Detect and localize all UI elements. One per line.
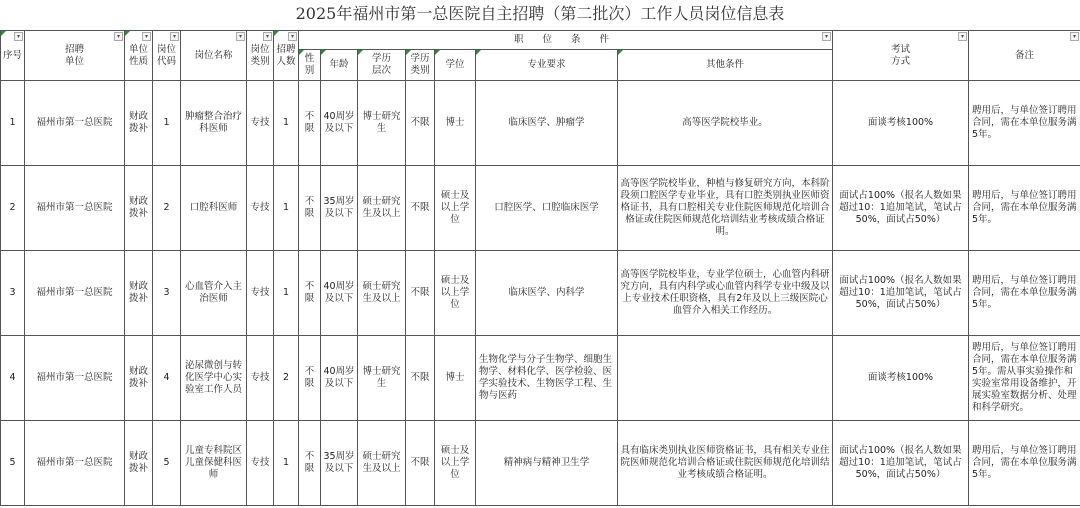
cell-exam[interactable]: 面谈考核100%	[833, 336, 969, 421]
cell-gender[interactable]: 不限	[299, 166, 321, 251]
page-title: 2025年福州市第一总医院自主招聘（第二批次）工作人员岗位信息表	[295, 4, 785, 23]
cell-other[interactable]	[618, 336, 833, 421]
cell-major[interactable]: 临床医学、肿瘤学	[476, 81, 618, 166]
cell-remark[interactable]: 聘用后，与单位签订聘用合同，需在本单位服务满5年。	[969, 166, 1080, 251]
cell-category[interactable]: 专技	[247, 336, 274, 421]
cell-edu-type[interactable]: 不限	[406, 336, 435, 421]
cell-count[interactable]: 1	[274, 81, 299, 166]
cell-edu-level[interactable]: 博士研究生	[358, 336, 406, 421]
cell-edu-level[interactable]: 硕士研究生及以上	[358, 166, 406, 251]
cell-unit[interactable]: 福州市第一总医院	[25, 336, 125, 421]
cell-remark[interactable]: 聘用后，与单位签订聘用合同，需在本单位服务满5年。需从事实验操作和实验室常用设备维护，开展实验室数据分析、处理和科学研究。	[969, 336, 1080, 421]
cell-degree[interactable]: 博士	[435, 81, 476, 166]
cell-nature[interactable]: 财政拨补	[125, 166, 153, 251]
cell-count[interactable]: 2	[274, 336, 299, 421]
header-count[interactable]: ▾ 招聘 人数	[274, 31, 299, 81]
header-other-label: 其他条件	[705, 59, 744, 70]
cell-degree[interactable]: 硕士及以上学位	[435, 251, 476, 336]
cell-nature[interactable]: 财政拨补	[125, 81, 153, 166]
header-conditions[interactable]: ▾ 职 位 条 件	[299, 31, 833, 50]
cell-exam[interactable]: 面试占100%（报名人数如果超过10：1追加笔试，笔试占50%，面试占50%）	[833, 251, 969, 336]
header-code[interactable]: ▾ 岗位 代码	[153, 31, 181, 81]
header-unit[interactable]: ▾ 招聘 单位	[25, 31, 125, 81]
cell-age[interactable]: 40周岁及以下	[321, 251, 358, 336]
header-code-label: 岗位 代码	[156, 43, 176, 67]
header-degree[interactable]	[435, 50, 476, 81]
cell-gender[interactable]: 不限	[299, 336, 321, 421]
cell-post[interactable]: 肿瘤整合治疗科医师	[181, 81, 247, 166]
cell-nature[interactable]: 财政拨补	[125, 336, 153, 421]
cell-post[interactable]: 泌尿微创与转化医学中心实验室工作人员	[181, 336, 247, 421]
cell-major[interactable]: 临床医学、内科学	[476, 251, 618, 336]
cell-remark[interactable]: 聘用后，与单位签订聘用合同，需在本单位服务满5年。	[969, 251, 1080, 336]
cell-major[interactable]: 口腔医学、口腔临床医学	[476, 166, 618, 251]
header-major[interactable]	[476, 50, 618, 81]
cell-age[interactable]: 35周岁及以下	[321, 421, 358, 506]
header-category[interactable]: ▾ 岗位 类别	[247, 31, 274, 81]
header-major-label: 专业要求	[527, 59, 566, 70]
cell-edu-level[interactable]: 硕士研究生及以上	[358, 421, 406, 506]
header-seq[interactable]: ▾ 序号	[1, 31, 25, 81]
header-count-label: 招聘 人数	[276, 43, 296, 67]
header-conditions-label: 职 位 条 件	[513, 34, 618, 45]
header-nature-label: 单位 性质	[128, 43, 148, 67]
cell-post[interactable]: 口腔科医师	[181, 166, 247, 251]
cell-age[interactable]: 35周岁及以下	[321, 166, 358, 251]
cell-age[interactable]: 40周岁及以下	[321, 336, 358, 421]
cell-exam[interactable]: 面试占100%（报名人数如果超过10：1追加笔试，笔试占50%，面试占50%）	[833, 421, 969, 506]
header-post-label: 岗位名称	[194, 49, 233, 61]
cell-post[interactable]: 心血管介入主治医师	[181, 251, 247, 336]
cell-gender[interactable]: 不限	[299, 421, 321, 506]
header-edu-level[interactable]	[358, 50, 406, 81]
header-exam[interactable]: ▾ 考试 方式	[833, 31, 969, 81]
cell-unit[interactable]: 福州市第一总医院	[25, 421, 125, 506]
table-row	[1, 81, 1080, 166]
cell-count[interactable]: 1	[274, 421, 299, 506]
header-edu-level-label: 学历 层次	[371, 53, 391, 76]
cell-count[interactable]: 1	[274, 166, 299, 251]
cell-category[interactable]: 专技	[247, 166, 274, 251]
cell-code[interactable]: 3	[153, 251, 181, 336]
header-edu-type[interactable]	[406, 50, 435, 81]
header-remark[interactable]: ▾ 备注	[969, 31, 1080, 81]
cell-other[interactable]: 高等医学院校毕业，专业学位硕士，心血管内科研究方向，具有内科学或心血管内科学专业中级及以上专业技术任职资格，具有2年及以上三级医院心血管介入相关工作经历。	[618, 251, 833, 336]
cell-edu-level[interactable]: 博士研究生	[358, 81, 406, 166]
cell-other[interactable]: 高等医学院校毕业，种植与修复研究方向，本科阶段须口腔医学专业毕业，具有口腔类别执业医师资格证书，具有口腔相关专业住院医师规范化培训合格证或住院医师规范化培训结业考核成绩合格证明。	[618, 166, 833, 251]
job-table	[0, 30, 1080, 506]
cell-category[interactable]: 专技	[247, 251, 274, 336]
cell-post[interactable]: 儿童专科院区儿童保健科医师	[181, 421, 247, 506]
cell-edu-type[interactable]: 不限	[406, 166, 435, 251]
cell-major[interactable]: 精神病与精神卫生学	[476, 421, 618, 506]
cell-nature[interactable]: 财政拨补	[125, 421, 153, 506]
cell-degree[interactable]: 硕士及以上学位	[435, 421, 476, 506]
cell-gender[interactable]: 不限	[299, 251, 321, 336]
cell-other[interactable]: 具有临床类别执业医师资格证书，具有相关专业住院医师规范化培训合格证或住院医师规范化培训结业考核成绩合格证明。	[618, 421, 833, 506]
cell-category[interactable]: 专技	[247, 421, 274, 506]
header-category-label: 岗位 类别	[250, 43, 270, 67]
cell-exam[interactable]: 面试占100%（报名人数如果超过10：1追加笔试，笔试占50%，面试占50%）	[833, 166, 969, 251]
cell-seq[interactable]: 4	[1, 336, 25, 421]
cell-gender[interactable]: 不限	[299, 81, 321, 166]
cell-seq[interactable]: 5	[1, 421, 25, 506]
cell-seq[interactable]: 3	[1, 251, 25, 336]
cell-code[interactable]: 4	[153, 336, 181, 421]
header-gender[interactable]	[299, 50, 321, 81]
cell-exam[interactable]: 面谈考核100%	[833, 81, 969, 166]
table-row	[1, 166, 1080, 251]
cell-unit[interactable]: 福州市第一总医院	[25, 166, 125, 251]
header-post[interactable]: ▾ 岗位名称	[181, 31, 247, 81]
cell-nature[interactable]: 财政拨补	[125, 251, 153, 336]
cell-degree[interactable]: 博士	[435, 336, 476, 421]
cell-code[interactable]: 1	[153, 81, 181, 166]
header-other[interactable]	[618, 50, 833, 81]
cell-degree[interactable]: 硕士及以上学位	[435, 166, 476, 251]
header-remark-label: 备注	[1014, 49, 1034, 61]
cell-remark[interactable]: 聘用后，与单位签订聘用合同，需在本单位服务满5年。	[969, 81, 1080, 166]
cell-remark[interactable]: 聘用后，与单位签订聘用合同，需在本单位服务满5年。	[969, 421, 1080, 506]
cell-major[interactable]: 生物化学与分子生物学、细胞生物学、材料化学、医学检验、医学实验技术、生物医学工程、生物与医药	[476, 336, 618, 421]
cell-unit[interactable]: 福州市第一总医院	[25, 251, 125, 336]
header-unit-label: 招聘 单位	[64, 43, 84, 67]
cell-unit[interactable]: 福州市第一总医院	[25, 81, 125, 166]
cell-code[interactable]: 2	[153, 166, 181, 251]
cell-category[interactable]: 专技	[247, 81, 274, 166]
table-row	[1, 421, 1080, 506]
header-exam-label: 考试 方式	[890, 43, 910, 67]
header-gender-label: 性别	[304, 53, 315, 76]
cell-edu-level[interactable]: 硕士研究生及以上	[358, 251, 406, 336]
header-edu-type-label: 学历 类别	[410, 53, 430, 76]
header-degree-label: 学位	[445, 59, 465, 70]
cell-count[interactable]: 1	[274, 251, 299, 336]
header-nature[interactable]: ▾ 单位 性质	[125, 31, 153, 81]
header-age-label: 年龄	[329, 59, 349, 70]
cell-other[interactable]: 高等医学院校毕业。	[618, 81, 833, 166]
cell-age[interactable]: 40周岁及以下	[321, 81, 358, 166]
cell-code[interactable]: 5	[153, 421, 181, 506]
cell-seq[interactable]: 2	[1, 166, 25, 251]
header-age[interactable]	[321, 50, 358, 81]
cell-seq[interactable]: 1	[1, 81, 25, 166]
table-row	[1, 251, 1080, 336]
table-row	[1, 336, 1080, 421]
cell-edu-type[interactable]: 不限	[406, 81, 435, 166]
cell-edu-type[interactable]: 不限	[406, 251, 435, 336]
cell-edu-type[interactable]: 不限	[406, 421, 435, 506]
